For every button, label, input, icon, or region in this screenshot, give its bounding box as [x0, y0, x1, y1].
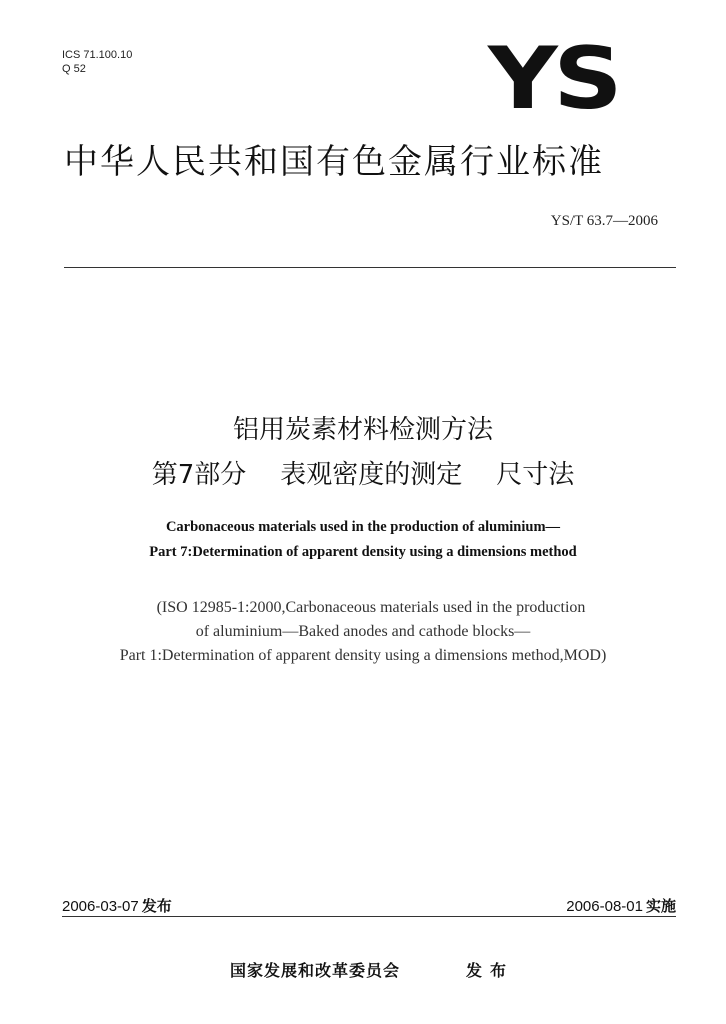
cn-title-method: 尺寸法: [496, 460, 575, 490]
en-title-line2: Part 7:Determination of apparent density using a dimensions method: [149, 544, 577, 560]
implement-date: 2006-08-01: [566, 898, 643, 915]
publish-date-block: [62, 895, 172, 916]
cn-title-subject: 表观密度的测定: [280, 460, 463, 490]
en-title-line1: Carbonaceous materials used in the production of aluminium—: [165, 519, 561, 535]
ics-code: ICS 71.100.10: [62, 49, 133, 61]
implement-label: 实施: [645, 897, 676, 915]
publish-date: 2006-03-07: [62, 898, 139, 915]
ys-logo: YS: [488, 29, 619, 129]
implement-date-block: [566, 895, 676, 916]
header-divider: [64, 267, 676, 268]
publish-label: 发布: [141, 897, 172, 915]
cn-title-line2: [0, 458, 726, 492]
footer-divider: [62, 916, 676, 917]
ics-block: [62, 48, 132, 76]
iso-reference-line1: (ISO 12985-1:2000,Carbonaceous materials used in the production: [156, 599, 586, 616]
issuing-authority: 国家发展和改革委员会: [230, 961, 401, 980]
cn-title-part: 第7部分: [151, 460, 247, 490]
iso-reference-line2: of aluminium—Baked anodes and cathode blocks—: [195, 623, 531, 640]
iso-reference-line3: Part 1:Determination of apparent density using a dimensions method,MOD): [119, 647, 607, 664]
standard-title: 中华人民共和国有色金属行业标准: [64, 142, 604, 182]
standard-number: YS/T 63.7—2006: [550, 213, 658, 229]
issue-word: 发布: [466, 961, 515, 980]
classification-code: Q 52: [62, 63, 86, 75]
cn-title-line1: 铝用炭素材料检测方法: [232, 415, 493, 445]
